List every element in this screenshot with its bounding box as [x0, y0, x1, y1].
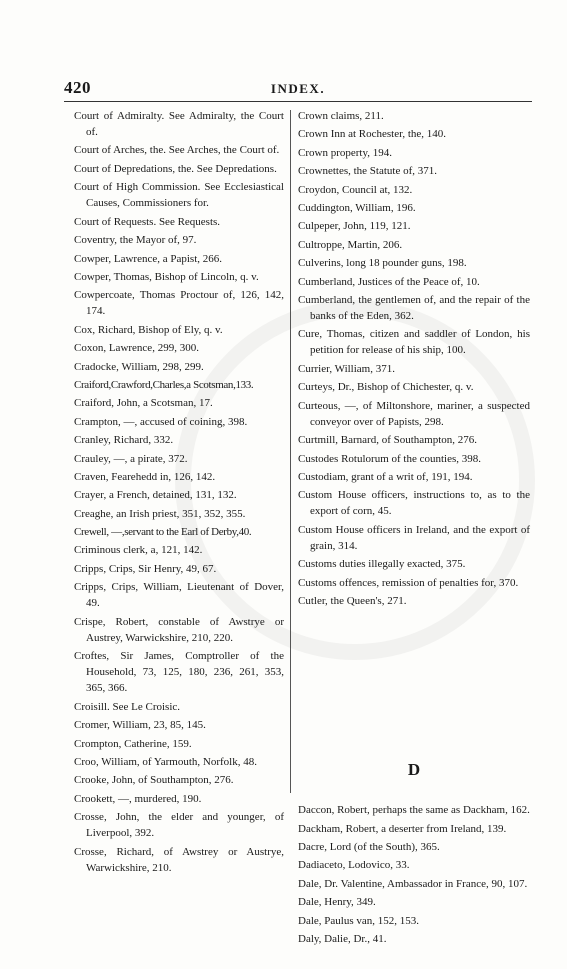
index-entry: Crompton, Catherine, 159. — [74, 737, 192, 750]
index-entry: Crownettes, the Statute of, 371. — [298, 165, 438, 178]
header-rule — [64, 101, 532, 102]
index-column-left — [74, 108, 284, 878]
page-number: 420 — [64, 78, 91, 97]
index-entry: Court of Admiralty. See Admiralty, the Court of. — [74, 110, 284, 139]
index-entry: Currier, William, 371. — [298, 362, 395, 375]
index-entry: Crayer, a French, detained, 131, 132. — [74, 489, 237, 502]
index-entry: Crosse, John, the elder and younger, of Liverpool, 392. — [74, 811, 284, 840]
index-entry: Crookett, —, murdered, 190. — [74, 792, 202, 805]
index-entry: Craven, Fearehedd in, 126, 142. — [74, 470, 216, 483]
index-entry: Cox, Richard, Bishop of Ely, q. v. — [74, 323, 223, 336]
index-entry: Dale, Paulus van, 152, 153. — [298, 914, 419, 927]
index-entry: Cowper, Thomas, Bishop of Lincoln, q. v. — [74, 270, 259, 283]
index-entry: Curteys, Dr., Bishop of Chichester, q. v. — [298, 381, 474, 394]
running-title: INDEX. — [270, 81, 326, 96]
index-entry: Custodiam, grant of a writ of, 191, 194. — [298, 470, 473, 483]
index-entry: Croo, William, of Yarmouth, Norfolk, 48. — [74, 755, 257, 768]
index-entry: Crown claims, 211. — [298, 110, 384, 122]
index-entry: Crewell, —,servant to the Earl of Derby,40. — [74, 526, 252, 539]
index-entry: Dacre, Lord (of the South), 365. — [298, 840, 440, 853]
index-entry: Crauley, —, a pirate, 372. — [74, 452, 188, 465]
index-entry: Cripps, Crips, William, Lieutenant of Dover, 49. — [74, 581, 284, 610]
index-entry: Criminous clerk, a, 121, 142. — [74, 544, 203, 557]
index-entry: Dale, Henry, 349. — [298, 896, 376, 909]
index-entry: Custom House officers, instructions to, as to the export of corn, 45. — [298, 489, 530, 518]
index-entry: Crown property, 194. — [298, 146, 392, 159]
index-entry: Croydon, Council at, 132. — [298, 183, 413, 196]
index-entry: Cumberland, Justices of the Peace of, 10. — [298, 275, 480, 288]
index-entry: Culverins, long 18 pounder guns, 198. — [298, 257, 467, 270]
column-divider — [290, 110, 291, 793]
index-entry: Custodes Rotulorum of the counties, 398. — [298, 452, 482, 465]
index-entry: Crispe, Robert, constable of Awstrye or Austrey, Warwickshire, 210, 220. — [74, 615, 284, 644]
index-entry: Cowpercoate, Thomas Proctour of, 126, 142, 174. — [74, 289, 284, 318]
index-entry: Dadiaceto, Lodovico, 33. — [298, 859, 410, 872]
index-entry: Customs offences, remission of penalties for, 370. — [298, 576, 519, 589]
index-entry: Dale, Dr. Valentine, Ambassador in France, 90, 107. — [298, 877, 528, 890]
index-entry: Coventry, the Mayor of, 97. — [74, 234, 197, 247]
index-entry: Curtmill, Barnard, of Southampton, 276. — [298, 434, 478, 447]
index-entry: Curteous, —, of Miltonshore, mariner, a suspected conveyor over of Papists, 298. — [298, 399, 530, 428]
index-entry: Crown Inn at Rochester, the, 140. — [298, 128, 447, 141]
index-entry: Customs duties illegally exacted, 375. — [298, 558, 466, 571]
index-entry: Court of High Commission. See Ecclesiastical Causes, Commissioners for. — [74, 181, 284, 210]
index-entry: Cultroppe, Martin, 206. — [298, 238, 403, 251]
index-entry: Crampton, —, accused of coining, 398. — [74, 415, 248, 428]
index-entry: Court of Requests. See Requests. — [74, 215, 221, 228]
index-entry: Culpeper, John, 119, 121. — [298, 220, 411, 233]
index-entry: Craiford,Crawford,Charles,a Scotsman,133. — [74, 378, 254, 391]
index-entry: Cumberland, the gentlemen of, and the repair of the banks of the Eden, 362. — [298, 293, 530, 322]
section-letter-heading: D — [407, 760, 421, 780]
index-entry: Dackham, Robert, a deserter from Ireland, 139. — [298, 822, 507, 835]
index-entry: Cranley, Richard, 332. — [74, 434, 174, 447]
index-entry: Craiford, John, a Scotsman, 17. — [74, 397, 213, 410]
index-entry: Cripps, Crips, Sir Henry, 49, 67. — [74, 562, 217, 575]
index-entry: Cradocke, William, 298, 299. — [74, 360, 204, 373]
index-entry: Croisill. See Le Croisic. — [74, 700, 181, 713]
index-entry: Daccon, Robert, perhaps the same as Dackham, 162. — [298, 804, 530, 817]
index-entry: Cuddington, William, 196. — [298, 201, 416, 214]
index-entry: Coxon, Lawrence, 299, 300. — [74, 342, 199, 355]
index-entry: Daly, Dalie, Dr., 41. — [298, 932, 387, 945]
index-entry: Court of Arches, the. See Arches, the Court of. — [74, 144, 280, 157]
index-entry: Cowper, Lawrence, a Papist, 266. — [74, 252, 223, 265]
index-entry: Crooke, John, of Southampton, 276. — [74, 774, 234, 787]
index-entry: Creaghe, an Irish priest, 351, 352, 355. — [74, 507, 246, 520]
index-entry: Court of Depredations, the. See Depredations. — [74, 162, 277, 175]
index-entry: Cutler, the Queen's, 271. — [298, 595, 407, 608]
index-column-right — [298, 108, 530, 949]
index-entry: Cure, Thomas, citizen and saddler of London, his petition for release of his ship, 100. — [298, 328, 530, 357]
index-entry: Cromer, William, 23, 85, 145. — [74, 719, 206, 732]
index-entry: Croftes, Sir James, Comptroller of the Household, 73, 125, 180, 236, 261, 353, 365, 366. — [74, 650, 284, 695]
index-entry: Custom House officers in Ireland, and the export of grain, 314. — [298, 523, 530, 552]
index-entry: Crosse, Richard, of Awstrey or Austrye, Warwickshire, 210. — [74, 845, 284, 874]
page-header — [64, 78, 532, 100]
